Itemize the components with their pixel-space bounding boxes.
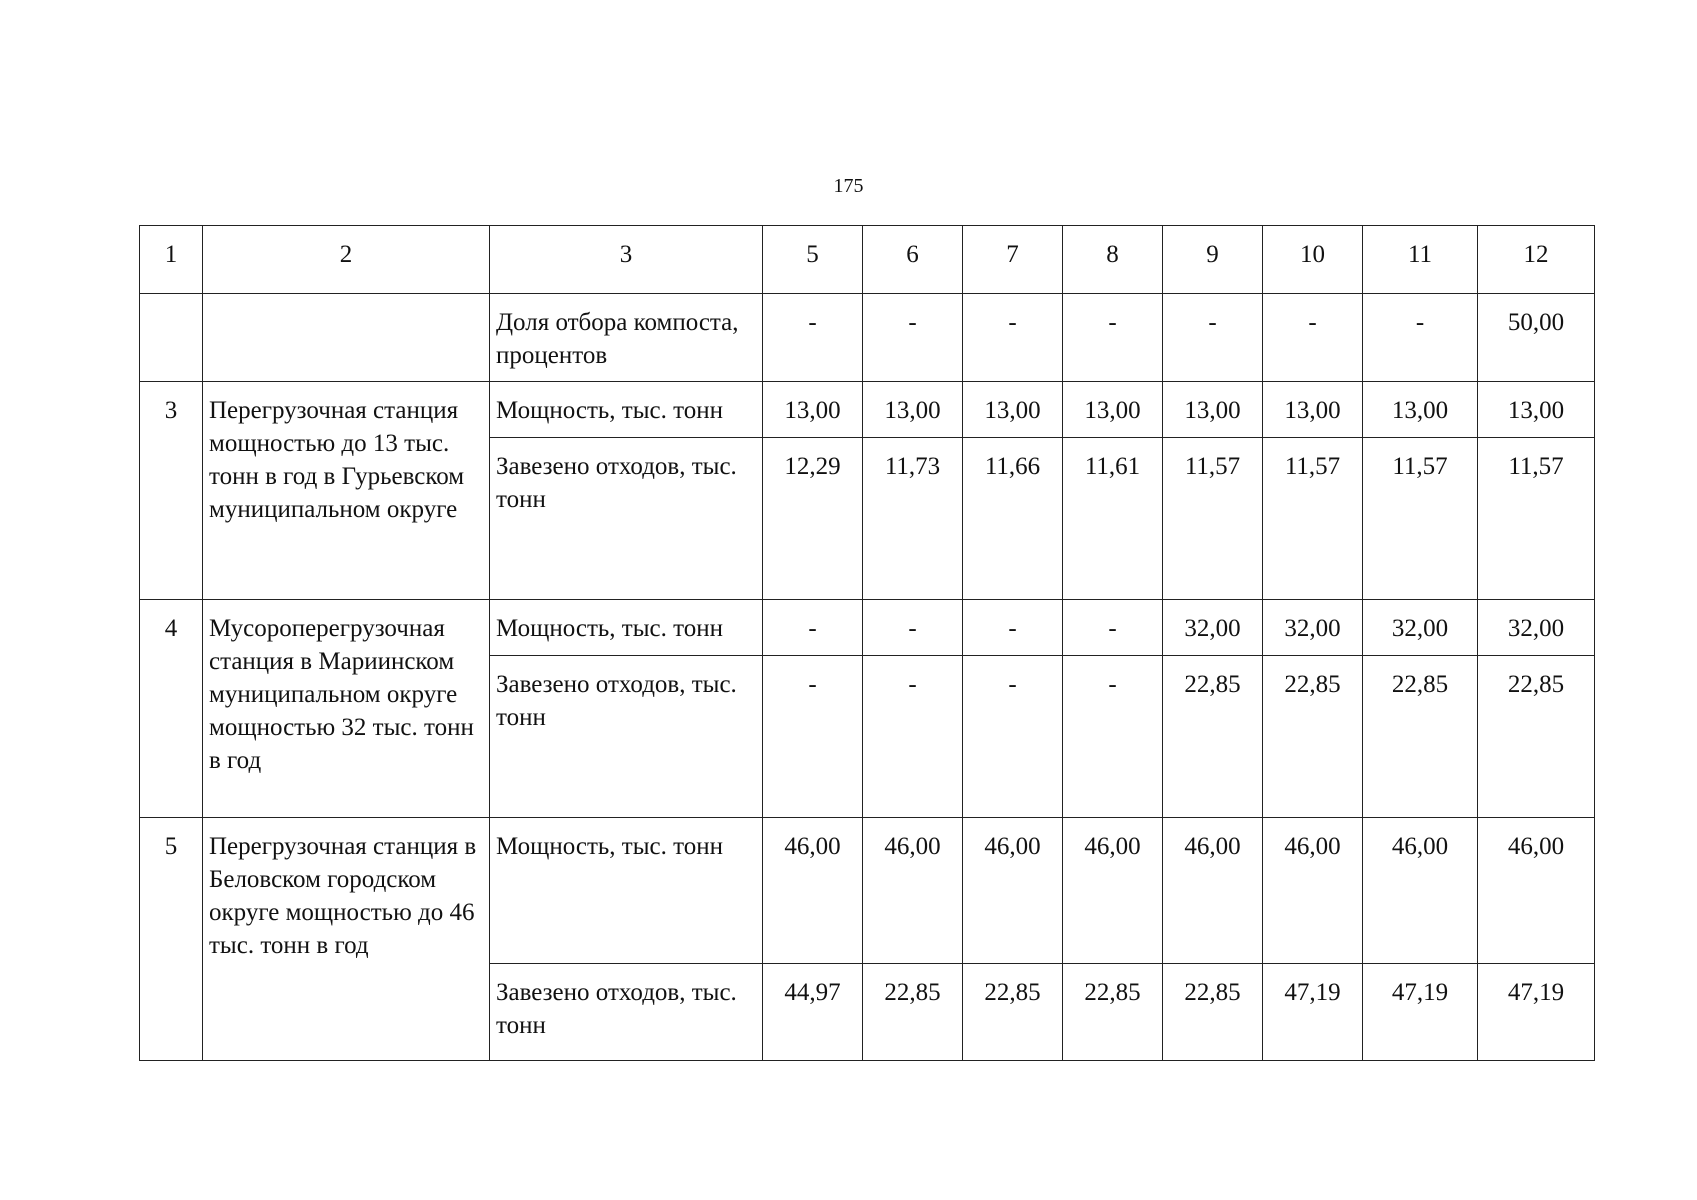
value-cell: 13,00: [1263, 382, 1363, 438]
value-cell: 46,00: [963, 818, 1063, 964]
value-cell: 46,00: [1363, 818, 1478, 964]
header-cell: 11: [1363, 226, 1478, 294]
value-cell: 11,57: [1163, 438, 1263, 600]
data-table: [139, 225, 1595, 1061]
value-cell: 46,00: [1263, 818, 1363, 964]
number-cell: [140, 294, 203, 382]
value-cell: -: [763, 656, 863, 818]
header-cell: 7: [963, 226, 1063, 294]
table-row: [140, 600, 1595, 656]
header-cell: 3: [490, 226, 763, 294]
value-cell: -: [1263, 294, 1363, 382]
indicator-cell: Завезено отходов, тыс. тонн: [490, 438, 763, 600]
page-number: 175: [833, 175, 864, 197]
value-cell: 46,00: [1063, 818, 1163, 964]
header-cell: 12: [1478, 226, 1595, 294]
value-cell: 22,85: [1363, 656, 1478, 818]
value-cell: 11,66: [963, 438, 1063, 600]
value-cell: 46,00: [763, 818, 863, 964]
value-cell: 13,00: [763, 382, 863, 438]
value-cell: 22,85: [1063, 964, 1163, 1061]
value-cell: -: [863, 656, 963, 818]
value-cell: -: [1063, 294, 1163, 382]
header-cell: 6: [863, 226, 963, 294]
value-cell: 11,57: [1263, 438, 1363, 600]
header-cell: 5: [763, 226, 863, 294]
value-cell: 22,85: [1478, 656, 1595, 818]
value-cell: -: [863, 294, 963, 382]
table-row: [140, 818, 1595, 964]
table-row: [140, 294, 1595, 382]
value-cell: 22,85: [1263, 656, 1363, 818]
indicator-cell: Мощность, тыс. тонн: [490, 818, 763, 964]
header-cell: 9: [1163, 226, 1263, 294]
value-cell: 11,57: [1363, 438, 1478, 600]
value-cell: 11,61: [1063, 438, 1163, 600]
value-cell: 47,19: [1478, 964, 1595, 1061]
header-cell: 10: [1263, 226, 1363, 294]
indicator-cell: Доля отбора компоста, процентов: [490, 294, 763, 382]
value-cell: 44,97: [763, 964, 863, 1061]
value-cell: 32,00: [1263, 600, 1363, 656]
value-cell: 13,00: [1163, 382, 1263, 438]
value-cell: 13,00: [863, 382, 963, 438]
indicator-cell: Мощность, тыс. тонн: [490, 600, 763, 656]
table-row: [140, 382, 1595, 438]
value-cell: 11,57: [1478, 438, 1595, 600]
number-cell: 3: [140, 382, 203, 600]
value-cell: 32,00: [1478, 600, 1595, 656]
value-cell: 46,00: [1163, 818, 1263, 964]
value-cell: 22,85: [863, 964, 963, 1061]
name-cell: Перегрузочная станция мощностью до 13 тыс. тонн в год в Гурьевском муниципальном округе: [203, 382, 490, 600]
value-cell: 50,00: [1478, 294, 1595, 382]
name-cell: Мусороперегрузочная станция в Мариинском муниципальном округе мощностью 32 тыс. тонн в год: [203, 600, 490, 818]
value-cell: 47,19: [1263, 964, 1363, 1061]
value-cell: 12,29: [763, 438, 863, 600]
value-cell: 32,00: [1163, 600, 1263, 656]
value-cell: 11,73: [863, 438, 963, 600]
value-cell: -: [763, 600, 863, 656]
indicator-cell: Завезено отходов, тыс. тонн: [490, 656, 763, 818]
value-cell: 46,00: [1478, 818, 1595, 964]
value-cell: 13,00: [1363, 382, 1478, 438]
value-cell: 47,19: [1363, 964, 1478, 1061]
value-cell: 13,00: [1478, 382, 1595, 438]
value-cell: 46,00: [863, 818, 963, 964]
value-cell: -: [963, 600, 1063, 656]
name-cell: Перегрузочная станция в Беловском городском округе мощностью до 46 тыс. тонн в год: [203, 818, 490, 1061]
header-cell: 8: [1063, 226, 1163, 294]
header-row: [140, 226, 1595, 294]
number-cell: 4: [140, 600, 203, 818]
indicator-cell: Мощность, тыс. тонн: [490, 382, 763, 438]
value-cell: 22,85: [1163, 964, 1263, 1061]
name-cell: [203, 294, 490, 382]
header-cell: 1: [140, 226, 203, 294]
indicator-cell: Завезено отходов, тыс. тонн: [490, 964, 763, 1061]
value-cell: -: [863, 600, 963, 656]
value-cell: -: [763, 294, 863, 382]
value-cell: -: [1363, 294, 1478, 382]
number-cell: 5: [140, 818, 203, 1061]
value-cell: 13,00: [1063, 382, 1163, 438]
value-cell: 22,85: [963, 964, 1063, 1061]
value-cell: -: [1163, 294, 1263, 382]
value-cell: -: [963, 656, 1063, 818]
value-cell: 22,85: [1163, 656, 1263, 818]
header-cell: 2: [203, 226, 490, 294]
value-cell: -: [1063, 656, 1163, 818]
value-cell: 32,00: [1363, 600, 1478, 656]
value-cell: 13,00: [963, 382, 1063, 438]
value-cell: -: [963, 294, 1063, 382]
value-cell: -: [1063, 600, 1163, 656]
